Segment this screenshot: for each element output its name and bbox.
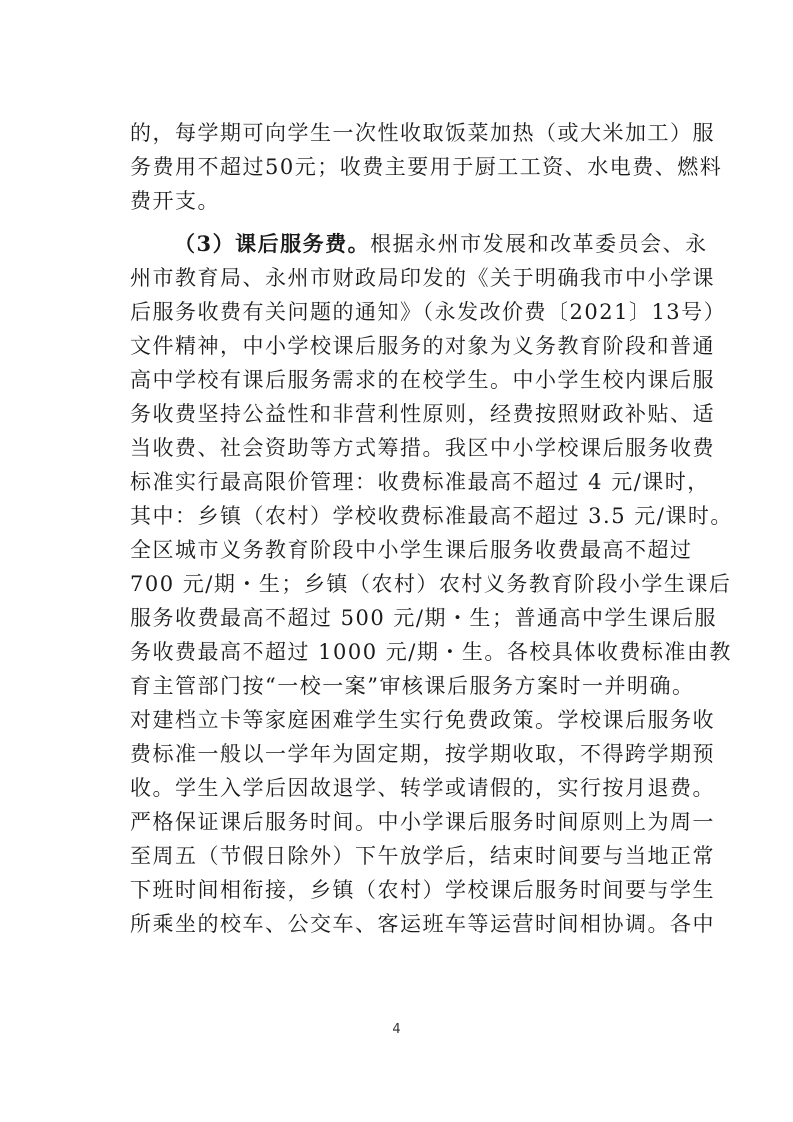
text-line: 标准实行最高限价管理：收费标准最高不超过 4 元/课时，: [130, 470, 710, 494]
paragraph-first-line: [130, 227, 708, 261]
paragraph-2: [130, 227, 733, 975]
text-line: 务收费坚持公益性和非营利性原则，经费按照财政补贴、适: [130, 402, 715, 426]
text-line: 其中：乡镇（农村）学校收费标准最高不超过 3.5 元/课时。: [130, 504, 733, 528]
text-line: 下班时间相衔接，乡镇（农村）学校课后服务时间要与学生: [130, 878, 715, 902]
text-line: 文件精神，中小学校课后服务的对象为义务教育阶段和普通: [130, 334, 715, 358]
text-line: 700 元/期・生；乡镇（农村）农村义务教育阶段小学生课后: [130, 572, 732, 596]
text-line: 至周五（节假日除外）下午放学后，结束时间要与当地正常: [130, 844, 715, 868]
text-line: 全区城市义务教育阶段中小学生课后服务收费最高不超过: [130, 538, 693, 562]
text-line: 州市教育局、永州市财政局印发的《关于明确我市中小学课: [130, 266, 715, 290]
text-line: 务费用不超过50元；收费主要用于厨工工资、水电费、燃料: [130, 155, 723, 179]
paragraph-1: [130, 116, 723, 218]
text-line: 后服务收费有关问题的通知》（永发改价费〔2021〕13号）: [130, 300, 727, 324]
text-line: 育主管部门按“一校一案”审核课后服务方案时一并明确。: [130, 674, 695, 698]
text-line: 严格保证课后服务时间。中小学课后服务时间原则上为周一: [130, 810, 715, 834]
text-line: 所乘坐的校车、公交车、客运班车等运营时间相协调。各中: [130, 912, 715, 936]
text-line: 费标准一般以一学年为固定期，按学期收取，不得跨学期预: [130, 742, 715, 766]
text-line: [130, 941, 690, 975]
text-line: 高中学校有课后服务需求的在校学生。中小学生校内课后服: [130, 368, 715, 392]
text-line: 费开支。: [130, 189, 220, 213]
text-line: 服务收费最高不超过 500 元/期・生；普通高中学生课后服: [130, 606, 718, 630]
text-line: 的，每学期可向学生一次性收取饭菜加热（或大米加工）服: [130, 121, 715, 145]
text-line: 当收费、社会资助等方式筹措。我区中小学校课后服务收费: [130, 436, 715, 460]
text-line: 务收费最高不超过 1000 元/期・生。各校具体收费标准由教: [130, 640, 732, 664]
text-line: 对建档立卡等家庭困难学生实行免费政策。学校课后服务收: [130, 708, 715, 732]
section-heading: （3）课后服务费。: [174, 231, 371, 256]
text-run: 根据永州市发展和改革委员会、永: [370, 232, 708, 256]
text-line: 收。学生入学后因故退学、转学或请假的，实行按月退费。: [130, 776, 715, 800]
page-number: 4: [392, 1022, 401, 1037]
